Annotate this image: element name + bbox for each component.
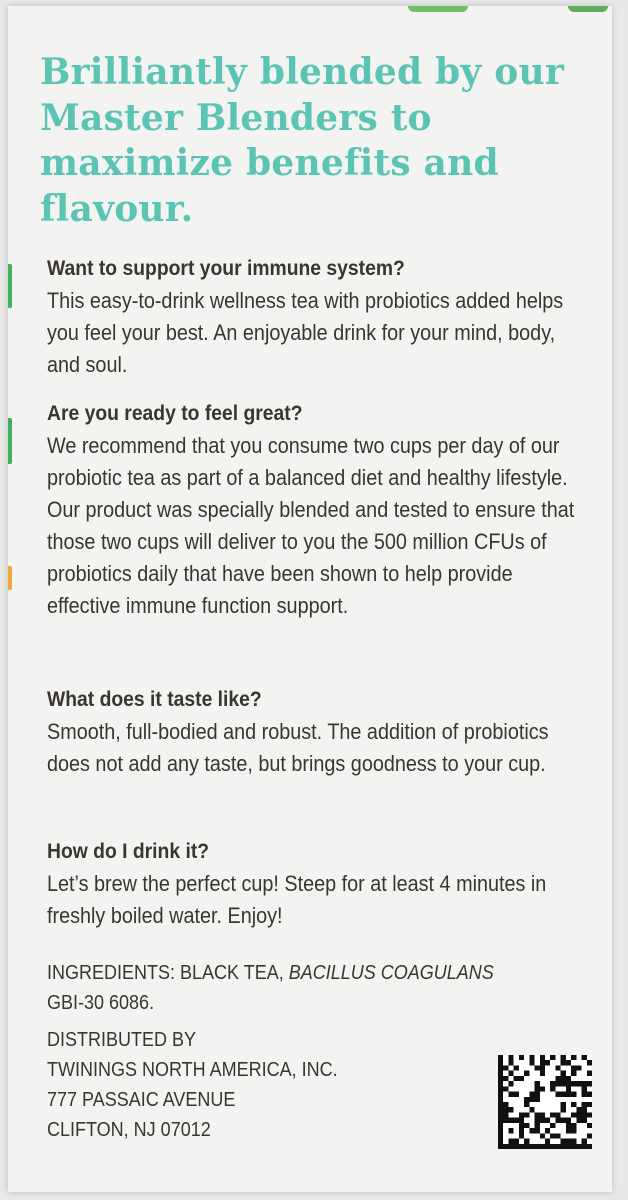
ingredients-line2: GBI-30 6086.: [47, 992, 155, 1014]
section-heading: What does it taste like?: [47, 688, 262, 711]
section-heading: Want to support your immune system?: [47, 257, 405, 280]
ingredients-label: INGREDIENTS: BLACK TEA,: [47, 962, 289, 984]
section-body: This easy-to-drink wellness tea with probiotics added helps you feel your best. An enjoyable drink for your mind, body, and soul.: [47, 288, 564, 377]
section-body: Smooth, full-bodied and robust. The addition of probiotics does not add any taste, but brings goodness to your cup.: [47, 719, 549, 776]
leaf-decoration: [568, 6, 608, 12]
distributor-line: 777 PASSAIC AVENUE: [47, 1089, 236, 1111]
section-feel-great: [47, 398, 577, 622]
edge-accent-green: [8, 264, 12, 308]
edge-accent-green: [8, 418, 12, 464]
distributor-line: CLIFTON, NJ 07012: [47, 1119, 211, 1141]
section-how-to-drink: [47, 836, 577, 932]
distributor-line: TWININGS NORTH AMERICA, INC.: [47, 1059, 338, 1081]
section-body: We recommend that you consume two cups per day of our probiotic tea as part of a balanced diet and healthy lifestyle. Our product was specially blended and tested to ensure that those two cups will deliver to you the 500 million CFUs of probiotics daily that have been shown to help provide effective immune function support.: [47, 433, 575, 618]
section-taste: [47, 684, 577, 780]
section-body: Let’s brew the perfect cup! Steep for at least 4 minutes in freshly boiled water. Enjoy!: [47, 871, 547, 928]
ingredients: [47, 958, 494, 1018]
section-heading: How do I drink it?: [47, 840, 210, 863]
distributor-line: DISTRIBUTED BY: [47, 1029, 197, 1051]
headline: Brilliantly blended by our Master Blenders to maximize benefits and flavour.: [40, 51, 565, 230]
datamatrix-barcode: [498, 1055, 592, 1149]
section-immune: [47, 253, 577, 381]
distributor: [47, 1025, 338, 1145]
edge-accent-orange: [8, 566, 12, 590]
ingredients-culture: BACILLUS COAGULANS: [288, 962, 494, 984]
leaf-decoration: [408, 6, 468, 12]
section-heading: Are you ready to feel great?: [47, 402, 303, 425]
